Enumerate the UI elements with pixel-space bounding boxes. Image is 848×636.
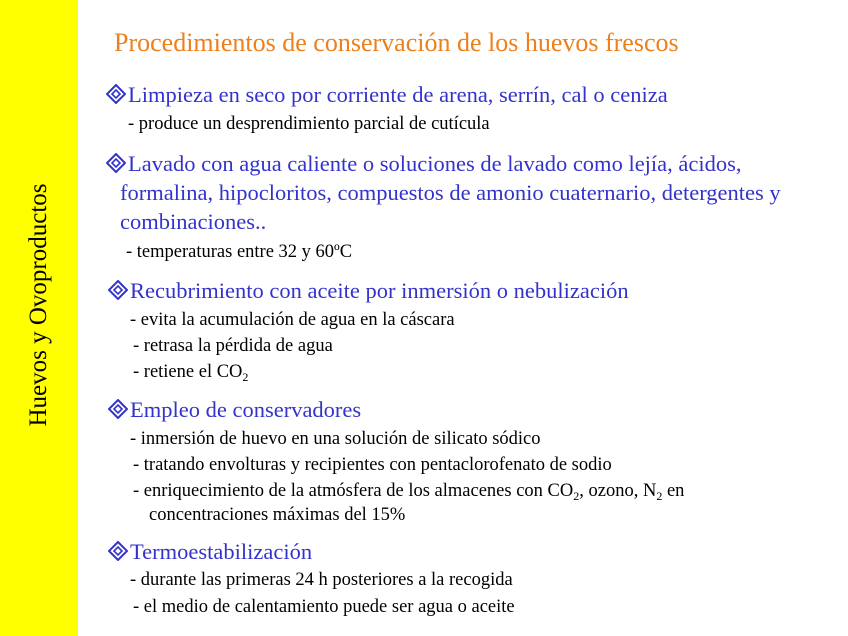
list-item: - inmersión de huevo en una solución de silicato sódico <box>130 429 541 449</box>
section-heading-lavado <box>106 149 742 178</box>
list-item: - el medio de calentamiento puede ser agua o aceite <box>133 597 515 617</box>
list-item: - durante las primeras 24 h posteriores a la recogida <box>130 570 513 590</box>
section-heading-continuation: combinaciones.. <box>120 209 267 234</box>
subscript: 2 <box>656 489 663 503</box>
diamond-bullet-icon <box>106 84 126 104</box>
list-item: - produce un desprendimiento parcial de cutícula <box>128 114 490 134</box>
list-item: - retrasa la pérdida de agua <box>133 336 333 356</box>
subscript: 2 <box>242 370 249 384</box>
list-item-text: , ozono, N <box>579 481 657 501</box>
section-heading-conservadores <box>108 395 361 424</box>
diamond-bullet-icon <box>108 541 128 561</box>
sidebar-band <box>0 0 78 636</box>
list-item <box>133 361 248 388</box>
section-heading-limpieza <box>106 80 668 109</box>
subscript: 2 <box>573 489 580 503</box>
list-item: - temperaturas entre 32 y 60ºC <box>126 242 353 262</box>
list-item-continuation: concentraciones máximas del 15% <box>149 505 406 525</box>
list-item-text: en <box>662 481 685 501</box>
section-heading-termoestabilizacion <box>108 537 312 566</box>
diamond-bullet-icon <box>108 399 128 419</box>
list-item-text: - retiene el CO <box>133 362 243 382</box>
slide-title: Procedimientos de conservación de los huevos frescos <box>114 28 679 57</box>
list-item <box>133 480 684 507</box>
section-heading-recubrimiento <box>108 276 629 305</box>
section-heading-text: Limpieza en seco por corriente de arena, serrín, cal o ceniza <box>128 82 668 107</box>
diamond-bullet-icon <box>106 153 126 173</box>
section-heading-continuation: formalina, hipocloritos, compuestos de amonio cuaternario, detergentes y <box>120 180 781 205</box>
section-heading-text: Recubrimiento con aceite por inmersión o nebulización <box>130 278 629 303</box>
section-heading-text: Termoestabilización <box>130 539 313 564</box>
list-item: - evita la acumulación de agua en la cáscara <box>130 310 455 330</box>
sidebar-title: Huevos y Ovoproductos <box>25 183 52 427</box>
section-heading-text: Lavado con agua caliente o soluciones de lavado como lejía, ácidos, <box>128 151 742 176</box>
section-heading-text: Empleo de conservadores <box>130 397 362 422</box>
list-item-text: - enriquecimiento de la atmósfera de los almacenes con CO <box>133 481 574 501</box>
list-item: - tratando envolturas y recipientes con pentaclorofenato de sodio <box>133 455 612 475</box>
diamond-bullet-icon <box>108 280 128 300</box>
